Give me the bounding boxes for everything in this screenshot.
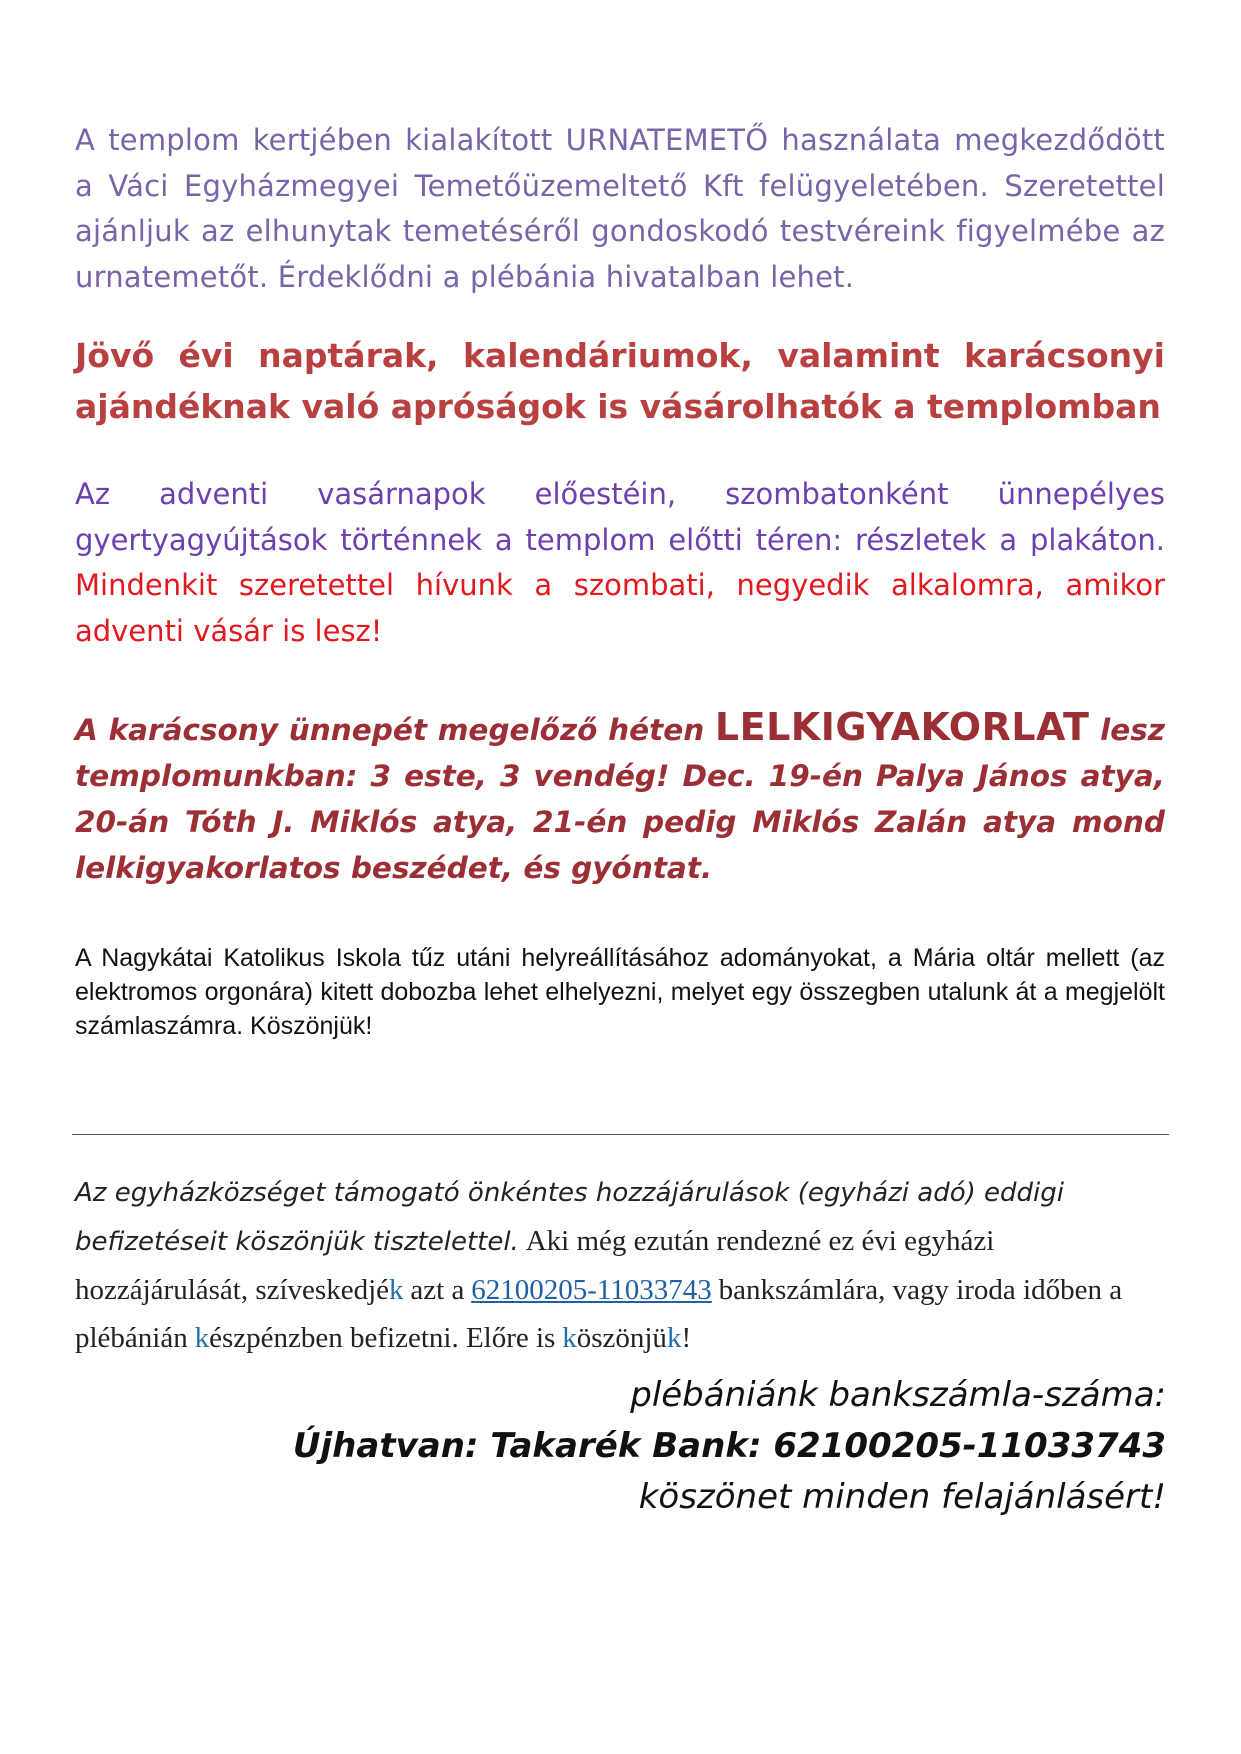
bank-account-block — [293, 1370, 1166, 1523]
egyhazi-ado-k3: k — [562, 1322, 577, 1354]
naptarak-paragraph: Jövő évi naptárak, kalendáriumok, valamint karácsonyi ajándéknak való apróságok is vásárolhatók a templomban — [75, 336, 1165, 426]
advent-info-text: Az adventi vasárnapok előestéin, szombatonként ünnepélyes gyertyagyújtások történnek a templom előtti téren: részletek a plakáton. — [75, 477, 1165, 557]
egyhazi-ado-text-e: öszönjü — [576, 1322, 667, 1354]
egyhazi-ado-text-f: ! — [681, 1322, 692, 1354]
lelkigyakorlat-highlight: LELKIGYAKORLAT — [714, 705, 1090, 749]
advent-invitation-text: Mindenkit szeretettel hívunk a szombati, negyedik alkalomra, amikor adventi vásár is lesz! — [75, 568, 1165, 648]
egyhazi-ado-text-d: észpénzben befizetni. Előre is — [209, 1322, 556, 1354]
lelkigyakorlat-paragraph — [75, 704, 1165, 891]
bank-account-heading: plébániánk bankszámla-száma: — [630, 1375, 1166, 1415]
egyhazi-ado-k4: k — [666, 1322, 682, 1354]
section-divider — [72, 1134, 1169, 1135]
advent-paragraph — [75, 472, 1165, 654]
egyhazi-ado-text-c: bankszámlára, vagy iroda időben a plébánián — [75, 1274, 1123, 1354]
egyhazi-ado-k2: k — [194, 1322, 210, 1354]
bulletin-page — [75, 118, 1165, 1043]
lelkigyakorlat-intro: A karácsony ünnepét megelőző héten — [75, 713, 705, 747]
egyhazi-ado-paragraph — [75, 1168, 1165, 1362]
egyhazi-ado-thanks: Az egyházközséget támogató önkéntes hozzájárulások (egyházi adó) eddigi befizetéseit köszönjük tisztelettel. — [75, 1178, 1064, 1257]
urnatemeto-paragraph: A templom kertjében kialakított URNATEMETŐ használata megkezdődött a Váci Egyházmegyei Temetőüzemeltető Kft felügyeletében. Szeretettel ajánljuk az elhunytak temetéséről gondoskodó testvéreink figyelmébe az urnatemetőt. Érdeklődni a plébánia hivatalban lehet. — [75, 123, 1165, 294]
iskola-donation-paragraph: A Nagykátai Katolikus Iskola tűz utáni helyreállításához adományokat, a Mária oltár mellett (az elektromos orgonára) kitett dobozba lehet elhelyezni, melyet egy összegben utalunk át a megjelölt számlaszámra. Köszönjük! — [75, 944, 1165, 1040]
egyhazi-ado-k1: k — [389, 1274, 404, 1306]
lelkigyakorlat-details: lesz templomunkban: 3 este, 3 vendég! Dec. 19-én Palya János atya, 20-án Tóth J. Miklós atya, 21-én pedig Miklós Zalán atya mond lelkigyakorlatos beszédet, és gyóntat. — [75, 713, 1165, 885]
bank-account-thanks: köszönet minden felajánlásért! — [638, 1477, 1166, 1517]
bank-account-number: Újhatvan: Takarék Bank: 62100205-11033743 — [292, 1426, 1166, 1466]
bank-account-link[interactable]: 62100205-11033743 — [471, 1274, 712, 1306]
egyhazi-ado-text-a: Aki még ezután rendezné ez évi egyházi hozzájárulását, szíveskedjé — [75, 1225, 995, 1306]
egyhazi-ado-text-b: azt a — [410, 1274, 465, 1306]
